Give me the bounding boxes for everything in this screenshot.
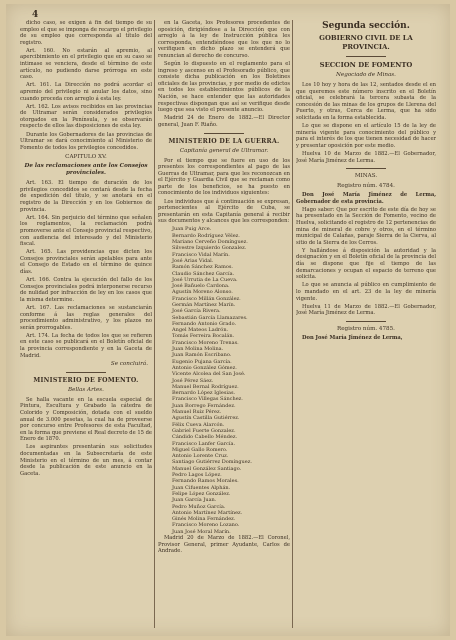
name-entry: Cándido Cabello Méndez. <box>172 434 238 441</box>
paragraph: Art. 164. Sin perjuicio del término que señalen los reglamentos, la reclamación podrá promoverse ante el Consejo provincial respectivo, con audiencia del interesado y del Ministerio fiscal. <box>20 214 152 248</box>
name-entry: Santiago Gutiérrez Domínguez. <box>172 459 252 466</box>
name-entry: Manuel Ruiz Pérez. <box>172 409 222 416</box>
name-entry: Ginés Molina Fernández. <box>172 516 236 523</box>
section-subheading: Bellas Artes. <box>68 386 104 393</box>
name-entry: Eugenio Pujana García. <box>172 358 232 365</box>
divider <box>346 168 386 169</box>
section-subheading: Capitanía general de Ultramar. <box>179 147 269 154</box>
section-title: Segunda sección. <box>322 21 410 31</box>
government-heading: GOBIERNO CIVIL DE LA PROVINCIA. <box>319 34 413 51</box>
column-middle <box>158 20 290 630</box>
name-entry: José Pérez Sáez. <box>172 377 214 384</box>
name-entry: Francisco Millán González. <box>172 295 241 302</box>
paragraph: Durante los Gobernadores de las provincias de Ultramar se dará conocimiento al Ministerio de Fomento de todos los privilegios concedidos. <box>20 131 152 151</box>
paragraph: Los 10 hoy y hora de las 12, sentados desde el en que queremos este número inscrito en el Boletín oficial, se celebrará la tercera subasta de la concesión de las minas de los grupos de Llerena del Puerto, y otras, Cerca de Lerma, que ha sido solicitada en la forma establecida. <box>296 82 436 121</box>
name-entry: Antonio Lorente Cruz. <box>172 453 229 460</box>
chapter-heading: CAPITULO XV. <box>65 154 107 161</box>
paragraph: Según lo dispuesto en el reglamento para el ingreso y ascenso en el Profesorado público, que consiste dicha publicación en los Boletines oficiales de las provincias, y por medio de edictos en todos los establecimientos públicos de la Nación, se hace entender que las autoridades respectivas dispongan que así se verifique desde luego que sea visto el presente anuncio. <box>158 61 290 114</box>
chapter-title: De las reclamaciones ante los Consejos provinciales. <box>24 163 148 177</box>
subsection-heading: SECCION DE FOMENTO <box>319 61 413 69</box>
section-heading: MINISTERIO DE FOMENTO. <box>33 376 139 384</box>
name-entry: Silvestre Izquierdo Gonzalez. <box>172 245 247 252</box>
divider <box>204 133 244 134</box>
name-entry: Fernando Antonio Grado. <box>172 320 237 327</box>
paragraph: Huelva 11 de Marzo de 1882.—El Gobernador, José María Jiménez de Lerma. <box>296 303 436 317</box>
column-rule <box>292 20 293 628</box>
name-entry: Claudio Sánchez García. <box>172 270 235 277</box>
paragraph: Y hallándose á disposición la autoridad y la designación y en el Boletín oficial de la provincia del día se dispone que fije el tiempo de las demarcaciones y ocupan el espacio de terreno que solicita. <box>296 247 436 281</box>
paragraph: Art. 165. Las providencias que dicten los Consejos provinciales serán apelables para ante el Consejo de Estado en el término de quince días. <box>20 249 152 275</box>
registry-number: Registro núm. 4784. <box>337 183 395 190</box>
newspaper-page <box>6 4 450 636</box>
paragraph: Art. 162. Los avisos recibidos en las provincias de Ultramar serán considerados privilegios otorgados en la Península, y se observarán respecto de ellos las disposiciones de esta ley. <box>20 103 152 130</box>
name-entry: Fernando Ramos Morales. <box>172 478 239 485</box>
divider <box>346 321 386 322</box>
name-entry: Juan Molina Molina. <box>172 346 224 353</box>
paragraph: Lo que se anuncia al público en cumplimiento de lo mandado en el art. 23 de la ley de minería vigente. <box>296 282 436 302</box>
paragraph: Don José María Jiménez de Lerma, <box>302 334 403 341</box>
name-entry: Pedro Lagos López. <box>172 472 222 479</box>
name-entry: Bernardo Rodríguez Vélez. <box>172 232 240 239</box>
name-entry: Tomás Ferreira Bocalán. <box>172 333 235 340</box>
registry-number: Registro núm. 4785. <box>337 325 395 332</box>
name-entry: Sebastián García Llamazares. <box>172 314 248 321</box>
page-number: 4 <box>32 10 39 20</box>
paragraph: Art. 160. No estarán al apremio, al apercibimiento en el privilegio que en su caso se intimase se venciera, desde el término de este artículo, no pudiendo darse prórroga en este caso. <box>20 47 152 81</box>
name-entry: Juan José Moral Marín. <box>172 528 231 535</box>
paragraph: Se halla vacante en la escuela especial de Pintura, Escultura y Grabado la cátedra de Colorido y Composición, dotada con el sueldo anual de 3.000 pesetas, la cual ha de proveerse por concurso entre Profesores de esta Facultad, en la forma que previene el Real decreto de 15 de Enero de 1870. <box>20 396 152 443</box>
name-entry: Vicente Alcolea del San José. <box>172 371 246 378</box>
name-entry: Germán Martínez Marín. <box>172 302 236 308</box>
name-entry: Juan Cifuentes Alphán. <box>172 484 231 491</box>
paragraph: Art. 174. La fecha de todos los que se refieren en este caso se publicará en el Boletín oficial de la provincia correspondiente y en la Gaceta de Madrid. <box>20 332 152 359</box>
name-entry: Antonio Martínez Martínez. <box>172 509 243 516</box>
paragraph: Lo que se dispone en el artículo 15 de la ley de minería vigente para conocimiento del público y para el interés de los que tienen necesidad de hacer y presentar oposición por este medio. <box>296 123 436 149</box>
paragraph: Por el tiempo que se fuere en uso de los presentes los correspondientes al pago de las Guerras de Ultramar, para que les reconozcan en el Ejército y Guardia Civil que se reclaman como parte de los beneficios, se ha puesto en conocimiento de los individuos siguientes: <box>158 157 290 197</box>
name-entry: Francisco Vidal Marín. <box>172 251 230 258</box>
name-entry: José Bañuelo Cardona. <box>172 283 230 290</box>
divider <box>66 372 106 373</box>
paragraph: en la Gaceta, los Profesores procedentes de oposición, dirigiéndose a la Dirección que con arreglo á la ley de Instrucción pública les corresponda, entendiéndose que los que no lo verifiquen en dicho plazo se entenderá que renuncian al derecho de concurso. <box>158 20 290 59</box>
paragraph: Los aspirantes presentarán sus solicitudes documentadas en la Subsecretaría de este Ministerio en el término de un mes, á contar desde la publicación de este anuncio en la Gaceta. <box>20 444 152 477</box>
column-left <box>20 20 152 630</box>
name-entry: Francisco Villegas Sánchez. <box>172 396 243 403</box>
paragraph: Don José María Jiménez de Lerma, Gobernador de esta provincia. <box>296 192 436 205</box>
name-entry: Agustín Castilla Gutiérrez. <box>172 415 240 422</box>
name-entry: Manuel Bernal Rodríguez. <box>172 383 239 390</box>
name-entry: Pedro Muñoz García. <box>172 503 226 510</box>
paragraph: Art. 167. Las reclamaciones se sustanciarán conforme á las reglas generales del procedimiento administrativo, y los plazos no serán prorrogables. <box>20 304 152 331</box>
paragraph: Madrid 20 de Marzo de 1882.—El Coronel, Provisor General, primer Ayudante, Carlos de Andrade. <box>158 534 290 555</box>
negociado-heading: Negociado de Minas. <box>336 72 396 78</box>
paragraph: Art. 161. La Dirección no podrá acordar el apremio del privilegio ni anular los datos, sino cuando proceda con arreglo á esta ley. <box>20 82 152 102</box>
name-entry: José García Rivera. <box>172 308 221 315</box>
paragraph: Art. 163. El tiempo de duración de los privilegios concedidos se contará desde la fecha de expedición del título, y se anotará en el registro de la Dirección y en los Gobiernos de provincia. <box>20 180 152 213</box>
name-entry: José Arias Vidal. <box>172 257 214 264</box>
name-entry: Felipe López González. <box>172 490 231 497</box>
name-entry: Félix Cueva Alarcón. <box>172 421 225 428</box>
name-entry: Juan Puig Arce. <box>172 226 212 233</box>
column-right <box>296 20 436 630</box>
name-entry: Angel Mateos Ladrón. <box>172 327 229 334</box>
column-rule <box>154 20 155 628</box>
name-entry: Juan Borrego Fernández. <box>172 402 236 409</box>
name-entry: Juan Ramón Escribano. <box>172 352 232 359</box>
name-entry: Manuel González Santiago. <box>172 465 242 472</box>
paragraph: Madrid 24 de Enero de 1882.—El Director general, Juan F. Riaño. <box>158 115 290 128</box>
paragraph: Hago saber: Que por escrito de este día de hoy se ha presentado en la Sección de Fomento, vecino de Huelva, solicitando el registro de 12 pertenencias de mina de mineral de cobre y otros, en el término municipal de Calañas, paraje Sierra de la Cierva, al sitio de la Sierra de los Cerros. <box>296 206 436 246</box>
name-entry: Francisco Lanfer García. <box>172 440 236 447</box>
name-entry: Miguel Gallo Romero. <box>172 446 228 453</box>
name-entry: Mariano Cerveño Domínguez. <box>172 239 248 246</box>
name-entry: Bernardo López Iglesias. <box>172 390 236 397</box>
divider <box>346 56 386 57</box>
closing-note: Se concluirá. <box>110 361 148 368</box>
names-list <box>158 226 290 535</box>
name-entry: Francisco Moreno Lozano. <box>172 522 240 529</box>
name-entry: Francisco Moreno Trenas. <box>172 339 239 346</box>
name-entry: Ramón Sánchez Ramos. <box>172 264 234 271</box>
name-entry: Juan García Juan. <box>172 497 217 504</box>
name-entry: José Urrutia de La Cueva. <box>172 276 238 283</box>
minas-heading: MINAS. <box>354 173 378 180</box>
name-entry: Antonio González Gómez. <box>172 364 237 371</box>
name-entry: Gabriel Fuerte Gonzalez. <box>172 427 236 434</box>
paragraph: Art. 166. Contra la ejecución del fallo de los Consejos provinciales podrá interponerse recurso de nulidad por infracción de ley en los casos que la misma determine. <box>20 277 152 303</box>
name-entry: Agustín Moreno Alonso. <box>172 289 233 296</box>
paragraph: dicho caso, se exigen á fin del tiempo de su empleo el que se imponga de recargo el privilegio de su empleo que corresponda al título del registro. <box>20 20 152 46</box>
section-heading: MINISTERIO DE LA GUERRA. <box>168 137 280 145</box>
paragraph: Huelva 10 de Marzo de 1882.—El Gobernador, José María Jiménez de Lerma. <box>296 150 436 164</box>
paragraph: Los individuos que á continuación se expresan, pertenecientes al Ejército de Cuba, se presentarán en esta Capitanía general á recibir sus documentos y alcances que les corresponden: <box>158 198 290 225</box>
